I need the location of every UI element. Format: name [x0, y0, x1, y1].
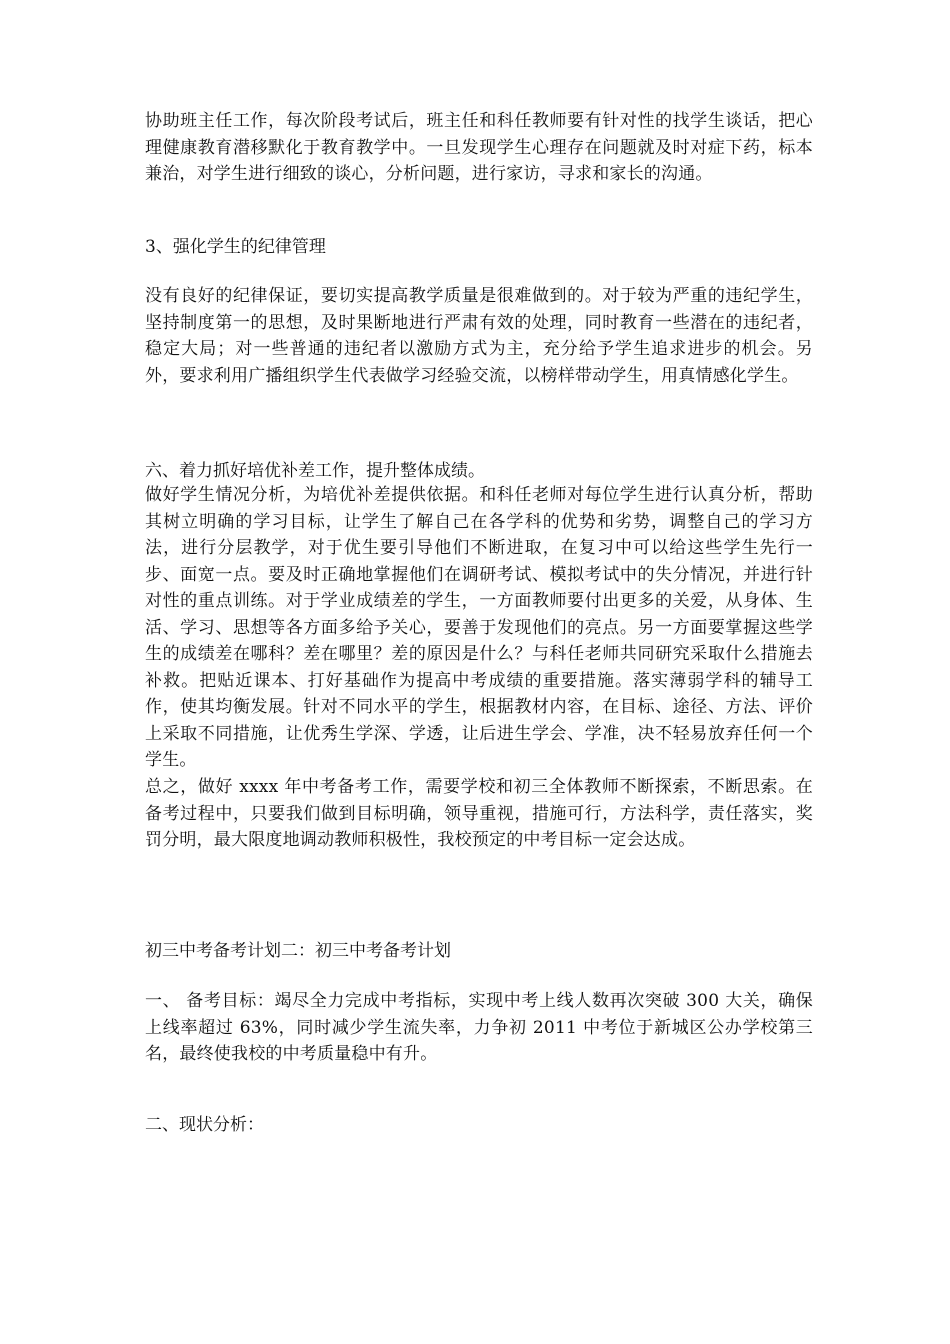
paragraph-conclusion: 总之，做好 xxxx 年中考备考工作，需要学校和初三全体教师不断探索，不断思索。在备考过程中，只要我们做到目标明确，领导重视，措施可行，方法科学，责任落实，奖罚分明，最大限度地调动教师积极性，我校预定的中考目标一定会达成。	[145, 777, 813, 850]
paragraph-student-analysis: 做好学生情况分析，为培优补差提供依据。和科任老师对每位学生进行认真分析，帮助其树立明确的学习目标，让学生了解自己在各学科的优势和劣势，调整自己的学习方法，进行分层教学，对于优生要引导他们不断进取，在复习中可以给这些学生先行一步、面宽一点。要及时正确地掌握他们在调研考试、模拟考试中的失分情况，并进行针对性的重点训练。对于学业成绩差的学生，一方面教师要付出更多的关爱，从身体、生活、学习、思想等各方面多给予关心，要善于发现他们的亮点。另一方面要掌握这些学生的成绩差在哪科？差在哪里？差的原因是什么？与科任老师共同研究采取什么措施去补救。把贴近课本、打好基础作为提高中考成绩的重要措施。落实薄弱学科的辅导工作，使其均衡发展。针对不同水平的学生，根据教材内容，在目标、途径、方法、评价上采取不同措施，让优秀生学深、学透，让后进生学会、学准，决不轻易放弃任何一个学生。	[145, 485, 813, 770]
heading-section-six: 六、着力抓好培优补差工作，提升整体成绩。	[145, 461, 485, 481]
paragraph-exam-goal: 一、 备考目标：竭尽全力完成中考指标，实现中考上线人数再次突破 300 大关，确保上线率超过 63%，同时减少学生流失率，力争初 2011 中考位于新城区公办学校第三名，最终使我校的中考质量稳中有升。	[145, 991, 813, 1064]
heading-discipline-management: 3、强化学生的纪律管理	[145, 237, 326, 257]
heading-plan-two: 初三中考备考计划二：初三中考备考计划	[145, 941, 451, 961]
paragraph-discipline: 没有良好的纪律保证，要切实提高教学质量是很难做到的。对于较为严重的违纪学生，坚持制度第一的思想，及时果断地进行严肃有效的处理，同时教育一些潜在的违纪者，稳定大局；对一些普通的违纪者以激励方式为主，充分给予学生追求进步的机会。另外，要求利用广播组织学生代表做学习经验交流，以榜样带动学生，用真情感化学生。	[145, 286, 813, 386]
heading-status-analysis: 二、现状分析：	[145, 1115, 264, 1135]
paragraph-psychology-guidance: 协助班主任工作，每次阶段考试后，班主任和科任教师要有针对性的找学生谈话，把心理健康教育潜移默化于教育教学中。一旦发现学生心理存在问题就及时对症下药，标本兼治，对学生进行细致的谈心，分析问题，进行家访，寻求和家长的沟通。	[145, 111, 813, 184]
